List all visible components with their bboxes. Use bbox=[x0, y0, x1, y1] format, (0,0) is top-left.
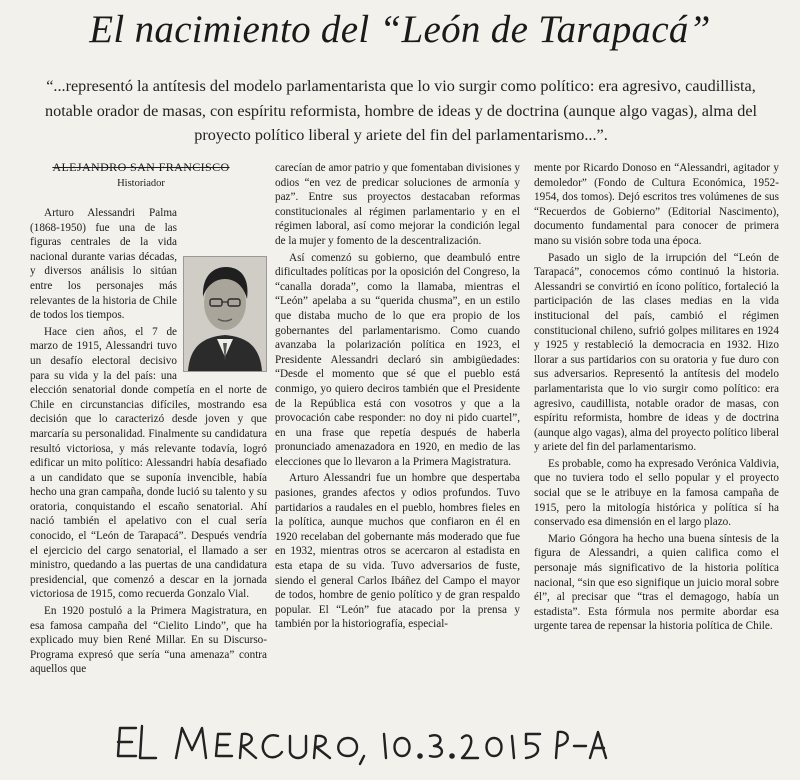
handwritten-source-note bbox=[112, 716, 612, 770]
author-role: Historiador bbox=[117, 178, 165, 189]
column-1-paragraph-2: Hace cien años, el 7 de marzo de 1915, Alessandri tuvo un desafío electoral decisivo para su vida y la del país: una elección senatorial donde competía en el norte de Chile en circunstancias difíciles, mostrando esa decisión que lo caracterizó desde joven y que marcaría su personalidad. Finalmente su candidatura resultó victoriosa, y más relevante todavía, logró edificar un mito político: Alessandri había desafiado a un candidato que se suponía invencible, había hecho una gran campaña, donde lució su talento y su oratoria, conquistando el escaño senatorial. Ahí nació también el apelativo con el cual sería conocido, el “León de Tarapacá”. Después vendría el ejercicio del cargo senatorial, el llamado a ser ministro, quedando a las puertas de una candidatura presidencial, que comenzó a descar en la jornada victoriosa de 1915, como recuerda Gonzalo Vial. bbox=[30, 325, 267, 601]
column-3-paragraph-2: Pasado un siglo de la irrupción del “León de Tarapacá”, conocemos cómo continuó la historia. Alessandri se convirtió en ícono político, fortaleció la participación de las clases medias en la vida institucional del país, cambió el régimen constitucional chileno, sufrió golpes militares en 1924 y 1925 y restableció la democracia en 1932. Hizo llorar a sus partidarios con su oratoria y fue duro con sus adversarios. Representó la antítesis del modelo parlamentarista que lo vio surgir como político: era agresivo, caudillista, notable orador de masas, con espíritu reformista, hombre de ideas y de doctrina (aunque algo vagas), alma del proyecto político liberal y ariete del fin del parlamentarismo. bbox=[534, 251, 779, 454]
text-column-1 bbox=[30, 206, 267, 706]
column-3-paragraph-3: Es probable, como ha expresado Verónica Valdivia, que no tuviera todo el sello popular y el proyecto social que se le atribuye en la famosa campaña de 1915, pero la mitología histórica y política sí ha conservado esa dimensión en el largo plazo. bbox=[534, 457, 779, 529]
text-column-2 bbox=[275, 161, 520, 706]
text-column-3 bbox=[534, 161, 779, 706]
column-3-paragraph-4: Mario Góngora ha hecho una buena síntesis de la figura de Alessandri, a quien califica como el personaje más significativo de la historia política nacional, “sin que eso signifique un juicio moral sobre él”, al precisar que “tras el demagogo, había un estadista”. Esta fórmula nos permite abordar esa urgente tarea de repensar la historia política de Chile. bbox=[534, 532, 779, 633]
column-1-paragraph-1: Arturo Alessandri Palma (1868-1950) fue una de las figuras centrales de la vida nacional durante varias décadas, y diversos análisis lo sitúan entre los personajes más relevantes de la historia de Chile de todos los tiempos. bbox=[30, 207, 177, 322]
column-2-paragraph-1: carecían de amor patrio y que fomentaban divisiones y odios “en vez de predicar soluciones de armonía y paz”. Entre sus proyectos destacaban reformas constitucionales al régimen parlamentario y en el régimen laboral, así como mejorar la condición legal de la mujer y fomento de la descentralización. bbox=[275, 162, 520, 247]
author-byline: ALEJANDRO SAN FRANCISCO bbox=[52, 160, 230, 174]
article-deck-quote: “...representó la antítesis del modelo parlamentarista que lo vio surgir como político: era agresivo, caudillista, notable orador de masas, con espíritu reformista, hombre de ideas y de doctrina (aunque algo vagas), alma del proyecto político liberal y ariete del fin del parlamentarismo...”. bbox=[45, 77, 757, 144]
column-2-paragraph-2: Así comenzó su gobierno, que deambuló entre dificultades políticas por la oposición del Congreso, la “canalla dorada”, como la llamaba, mientras el “León” apelaba a su “querida chusma”, en un estilo que distaba mucho de lo que era propio de los gobernantes del parlamentarismo. Como cuando avanzaba la polarización política en 1923, el Presidente Alessandri declaró sin ambigüedades: “Desde el momento que sé que el pueblo está conmigo, yo quiero deciros también que el Presidente de la República está con vosotros y que a la provocación cabe responder: no doy ni pido cuartel”, en una frase que repetía después de haberla pronunciado amenazadora en 1920, en medio de las elecciones que lo llevaron a la Primera Magistratura. bbox=[275, 251, 520, 468]
portrait-image bbox=[184, 257, 266, 371]
column-3-paragraph-1: mente por Ricardo Donoso en “Alessandri, agitador y demoledor” (Fondo de Cultura Económica, 1952-1954, dos tomos). Dejó escritos tres volúmenes de sus “Recuerdos de Gobierno” (Editorial Nascimento), documento fundamental para conocer de primera mano su visión sobre toda una época. bbox=[534, 162, 779, 247]
column-1-paragraph-3: En 1920 postuló a la Primera Magistratura, en esa famosa campaña del “Cielito Lindo”, que ha explicado muy bien René Millar. En su Discurso-Programa expresó que sería “una amenaza” contra aquellos que bbox=[30, 605, 267, 676]
article-headline: El nacimiento del “León de Tarapacá” bbox=[89, 8, 711, 51]
author-portrait-photo bbox=[183, 256, 267, 372]
column-2-paragraph-3: Arturo Alessandri fue un hombre que despertaba pasiones, grandes afectos y odios profundos. Tuvo partidarios a raudales en el pueblo, hombres fieles en la política, aunque muchos que confiaron en él en 1920 recelaban del gobernante más moderado que fue en 1932, mientras otros se acercaron al estadista en esta etapa de su vida. Tuvo adversarios de fuste, siendo el general Carlos Ibáñez del Campo el mayor de todos, hombre de genio político y de gran respaldo popular. El “León” fue atacado por la prensa y también por la historiografía, especial- bbox=[275, 472, 520, 631]
